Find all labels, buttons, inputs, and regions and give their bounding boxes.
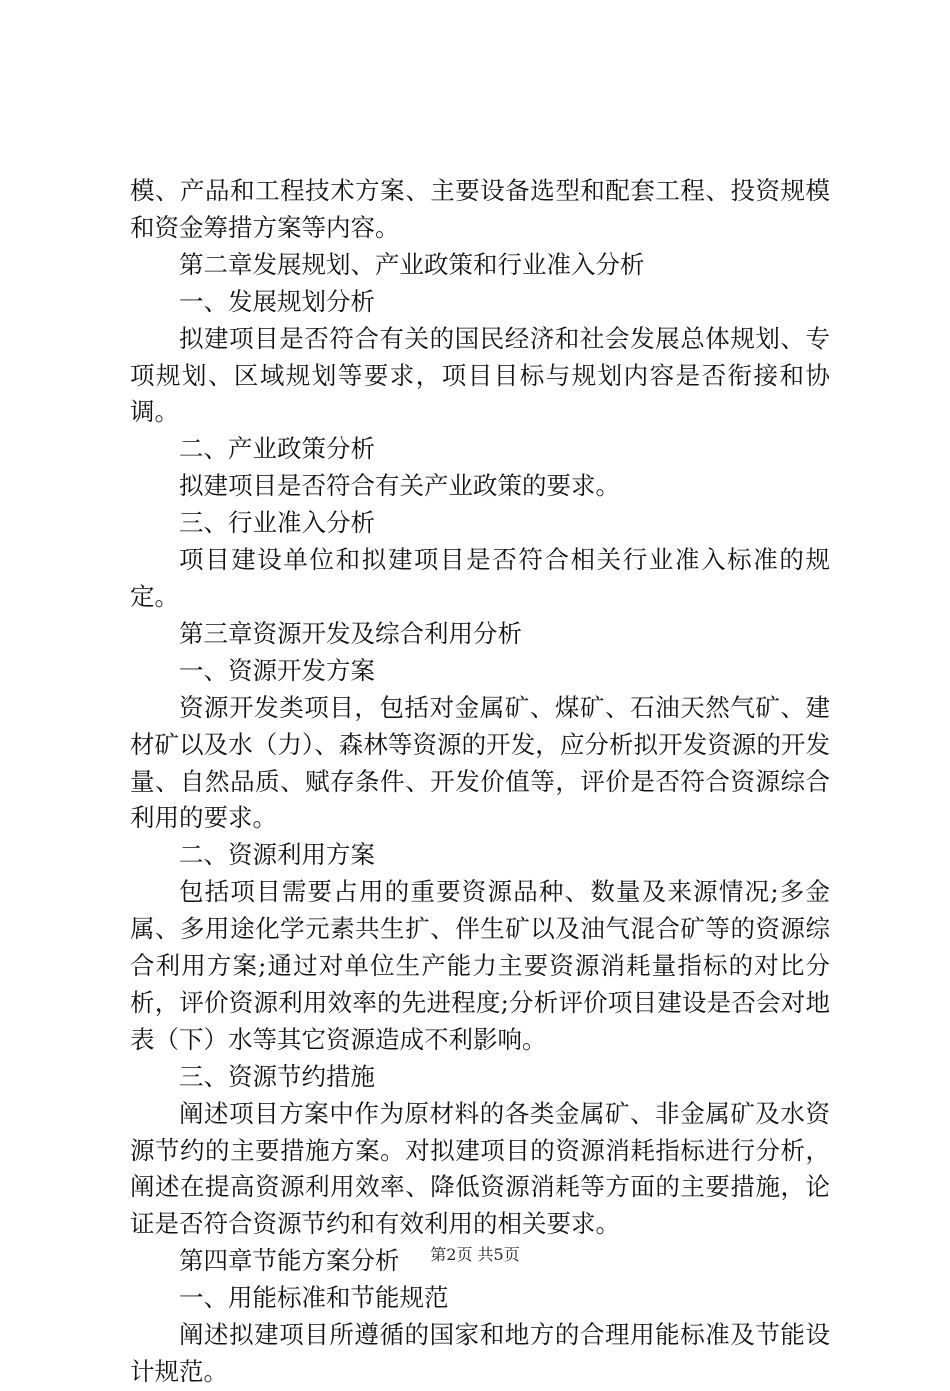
paragraph: 二、产业政策分析 xyxy=(179,434,375,464)
paragraph: 拟建项目是否符合有关产业政策的要求。 xyxy=(179,471,620,501)
paragraph: 包括项目需要占用的重要资源品种、数量及来源情况;多金属、多用途化学元素共生扩、伴生矿以及油气混合矿等的资源综合利用方案;通过对单位生产能力主要资源消耗量指标的对比分析，评价资源利用效率的先进程度;分析评价项目建设是否会对地表（下）水等其它资源造成不利影响。 xyxy=(130,877,830,1054)
page-footer: 第2页 共5页 xyxy=(430,1245,520,1264)
paragraph: 第四章节能方案分析 xyxy=(179,1246,400,1276)
paragraph: 模、产品和工程技术方案、主要设备选型和配套工程、投资规模和资金筹措方案等内容。 xyxy=(130,176,830,242)
paragraph: 三、资源节约措施 xyxy=(179,1061,375,1091)
paragraph: 三、行业准入分析 xyxy=(179,508,375,538)
paragraph: 一、发展规划分析 xyxy=(179,286,375,316)
paragraph: 资源开发类项目，包括对金属矿、煤矿、石油天然气矿、建材矿以及水（力）、森林等资源的开发，应分析拟开发资源的开发量、自然品质、赋存条件、开发价值等，评价是否符合资源综合利用的要求。 xyxy=(130,692,830,833)
paragraph: 拟建项目是否符合有关的国民经济和社会发展总体规划、专项规划、区域规划等要求，项目目标与规划内容是否衔接和协调。 xyxy=(130,323,830,427)
paragraph: 阐述拟建项目所遵循的国家和地方的合理用能标准及节能设计规范。 xyxy=(130,1320,830,1386)
paragraph: 项目建设单位和拟建项目是否符合相关行业准入标准的规定。 xyxy=(130,545,830,611)
paragraph: 二、资源利用方案 xyxy=(179,840,375,870)
paragraph: 第三章资源开发及综合利用分析 xyxy=(179,618,522,648)
paragraph: 阐述项目方案中作为原材料的各类金属矿、非金属矿及水资源节约的主要措施方案。对拟建项目的资源消耗指标进行分析，阐述在提高资源利用效率、降低资源消耗等方面的主要措施，论证是否符合资源节约和有效利用的相关要求。 xyxy=(130,1098,830,1239)
paragraph: 第二章发展规划、产业政策和行业准入分析 xyxy=(179,249,645,279)
document-body xyxy=(130,173,830,1391)
paragraph: 一、资源开发方案 xyxy=(179,655,375,685)
paragraph: 一、用能标准和节能规范 xyxy=(179,1283,449,1313)
